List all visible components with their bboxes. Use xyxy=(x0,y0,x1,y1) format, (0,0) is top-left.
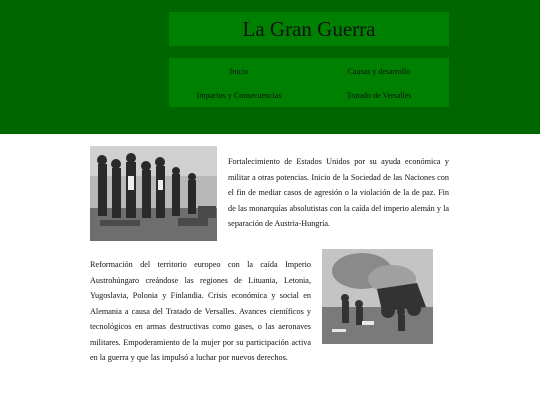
title-box xyxy=(169,12,449,46)
paragraph-consequences-2: Reformación del territorio europeo con la caída Imperio Austrohúngaro creándose las regiones de Lituania, Letonia, Yugoslavia, Polonia y Finlandia. Crisis económica y social en Alemania a causa del Tratado de Versalles. Avances científicos y tecnológicos en armas destructivas como gases, o las aeronaves militares. Empoderamiento de la mujer por su participación activa en la guerra y que las impulsó a luchar por nuevos derechos. xyxy=(90,260,311,363)
nav-link-impactos-consecuencias[interactable]: Impactos y Consecuencias xyxy=(196,91,282,100)
nav-link-tratado-versalles[interactable]: Tratado de Versalles xyxy=(346,91,412,100)
nav-link-inicio[interactable]: Inicio xyxy=(229,67,249,76)
nav-menu xyxy=(169,58,449,107)
paragraph-consequences-1: Fortalecimiento de Estados Unidos por su ayuda económica y militar a otras potencias. Inicio de la Sociedad de las Naciones con el fin de mediar casos de agresión o la violación de la de paz. Fin de las monarquías absolutistas con la caída del imperio alemán y la separación de Austria-Hungría. xyxy=(228,157,449,229)
page-title: La Gran Guerra xyxy=(242,16,376,41)
nav-link-causas-desarrollo[interactable]: Causas y desarrollo xyxy=(347,67,411,76)
soldiers-marching-photo xyxy=(90,146,217,241)
battle-scene-photo xyxy=(322,249,433,344)
header-band xyxy=(0,0,540,134)
